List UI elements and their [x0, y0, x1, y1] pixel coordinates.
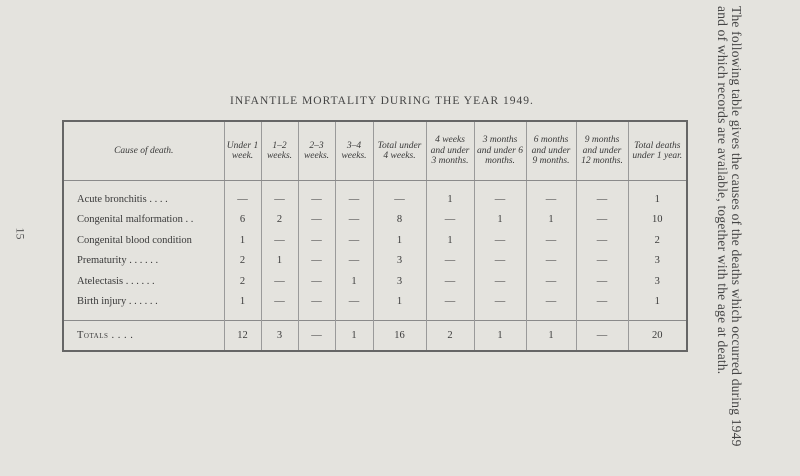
total-cell: 1: [335, 321, 373, 350]
table-row: [64, 251, 686, 271]
table-body: [64, 181, 686, 351]
count-cell: —: [298, 271, 335, 291]
total-cell: 16: [373, 321, 426, 350]
count-cell: —: [261, 189, 298, 209]
count-cell: 1: [261, 251, 298, 271]
count-cell: —: [576, 210, 628, 230]
count-cell: —: [474, 230, 526, 250]
count-cell: 1: [224, 230, 261, 250]
count-cell: —: [373, 189, 426, 209]
count-cell: 3: [628, 251, 686, 271]
count-cell: —: [576, 189, 628, 209]
count-cell: 1: [526, 210, 576, 230]
column-header: Total under 4 weeks.: [373, 122, 426, 181]
count-cell: —: [526, 271, 576, 291]
cause-cell: Atelectasis . . . . . .: [77, 275, 155, 287]
count-cell: —: [298, 210, 335, 230]
count-cell: —: [298, 292, 335, 312]
column-header: 6 months and under 9 months.: [526, 122, 576, 181]
count-cell: —: [261, 230, 298, 250]
total-cell: 20: [628, 321, 686, 350]
mortality-table: [62, 120, 688, 352]
count-cell: —: [526, 189, 576, 209]
count-cell: —: [526, 251, 576, 271]
count-cell: 1: [628, 189, 686, 209]
total-cell: 2: [426, 321, 474, 350]
total-cell: 1: [526, 321, 576, 350]
totals-label: Totals . . . .: [64, 321, 224, 350]
cause-cell: Birth injury . . . . . .: [77, 296, 158, 308]
count-cell: —: [474, 189, 526, 209]
count-cell: 2: [224, 251, 261, 271]
count-cell: —: [261, 271, 298, 291]
count-cell: —: [298, 230, 335, 250]
total-cell: 3: [261, 321, 298, 350]
count-cell: —: [576, 292, 628, 312]
count-cell: —: [426, 271, 474, 291]
count-cell: —: [426, 210, 474, 230]
count-cell: 1: [474, 210, 526, 230]
total-cell: —: [576, 321, 628, 350]
column-header: 2–3 weeks.: [298, 122, 335, 181]
count-cell: —: [335, 251, 373, 271]
total-cell: —: [298, 321, 335, 350]
side-note-text: The following table gives the causes of the deaths which occurred during 1949 and of which records are available, together with the age at death.: [715, 6, 744, 447]
count-cell: —: [298, 189, 335, 209]
count-cell: 6: [224, 210, 261, 230]
count-cell: 3: [628, 271, 686, 291]
count-cell: —: [526, 292, 576, 312]
totals-row: [64, 321, 686, 350]
column-header: Total deaths under 1 year.: [628, 122, 686, 181]
count-cell: 1: [426, 189, 474, 209]
column-header: Cause of death.: [64, 122, 224, 181]
count-cell: 2: [224, 271, 261, 291]
count-cell: —: [224, 189, 261, 209]
count-cell: —: [576, 271, 628, 291]
count-cell: 8: [373, 210, 426, 230]
table-row: [64, 292, 686, 312]
mortality-table-grid: [64, 122, 686, 350]
count-cell: —: [576, 251, 628, 271]
table-row: [64, 271, 686, 291]
table-title: INFANTILE MORTALITY DURING THE YEAR 1949.: [230, 95, 534, 107]
count-cell: 1: [426, 230, 474, 250]
count-cell: —: [474, 271, 526, 291]
cause-cell: Congenital malformation . .: [77, 214, 194, 226]
header-row: [64, 122, 686, 181]
count-cell: —: [426, 251, 474, 271]
count-cell: —: [298, 251, 335, 271]
table-row: [64, 230, 686, 250]
count-cell: —: [335, 292, 373, 312]
total-cell: 12: [224, 321, 261, 350]
count-cell: —: [426, 292, 474, 312]
count-cell: —: [335, 189, 373, 209]
column-header: Under 1 week.: [224, 122, 261, 181]
cause-cell: Acute bronchitis . . . .: [77, 193, 168, 205]
column-header: 4 weeks and under 3 months.: [426, 122, 474, 181]
table-row: [64, 210, 686, 230]
column-header: 3 months and under 6 months.: [474, 122, 526, 181]
count-cell: 2: [261, 210, 298, 230]
count-cell: 1: [373, 292, 426, 312]
count-cell: —: [474, 292, 526, 312]
count-cell: 1: [373, 230, 426, 250]
count-cell: 1: [224, 292, 261, 312]
count-cell: 10: [628, 210, 686, 230]
table-row: [64, 189, 686, 209]
total-cell: 1: [474, 321, 526, 350]
column-header: 1–2 weeks.: [261, 122, 298, 181]
count-cell: —: [335, 210, 373, 230]
column-header: 9 months and under 12 months.: [576, 122, 628, 181]
count-cell: —: [261, 292, 298, 312]
count-cell: —: [576, 230, 628, 250]
spacer-row: [64, 312, 686, 321]
side-note: [697, 6, 744, 466]
cause-cell: Prematurity . . . . . .: [77, 255, 159, 267]
cause-cell: Congenital blood condition: [77, 234, 192, 246]
column-header: 3–4 weeks.: [335, 122, 373, 181]
page-number: 15: [13, 227, 28, 240]
count-cell: —: [526, 230, 576, 250]
count-cell: 1: [628, 292, 686, 312]
count-cell: —: [335, 230, 373, 250]
count-cell: 3: [373, 271, 426, 291]
count-cell: 3: [373, 251, 426, 271]
count-cell: 1: [335, 271, 373, 291]
spacer-row: [64, 181, 686, 190]
count-cell: 2: [628, 230, 686, 250]
count-cell: —: [474, 251, 526, 271]
